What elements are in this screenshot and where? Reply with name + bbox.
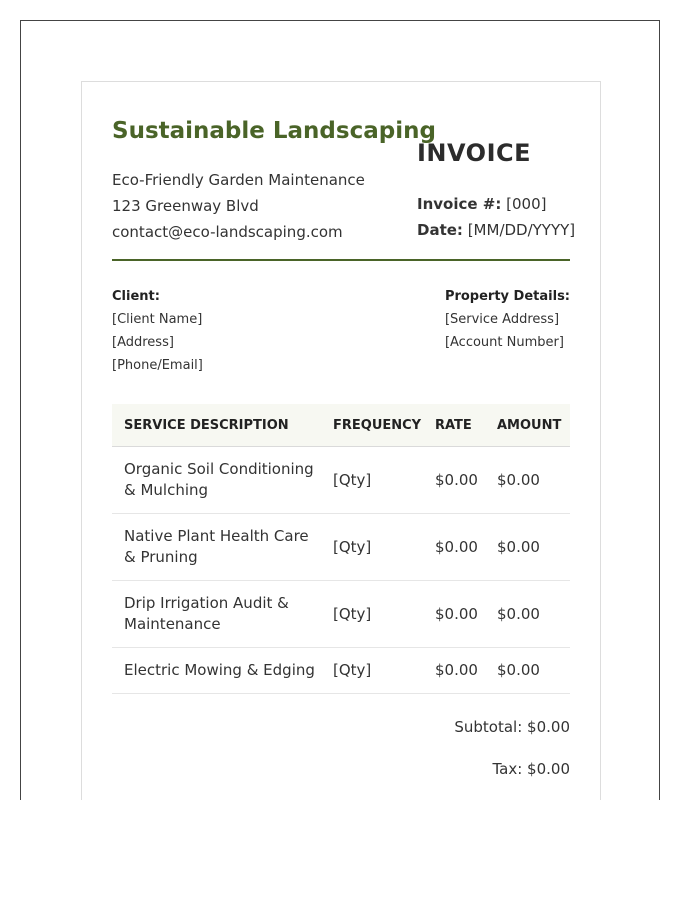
invoice-title: INVOICE — [417, 139, 532, 167]
service-frequency: [Qty] — [321, 648, 423, 694]
invoice-card — [81, 81, 601, 800]
service-rate: $0.00 — [423, 447, 485, 514]
client-block — [112, 285, 203, 377]
property-account-number: [Account Number] — [444, 335, 564, 350]
service-frequency: [Qty] — [321, 447, 423, 514]
invoice-number-label: Invoice #: — [417, 195, 502, 213]
subtotal: Subtotal: $0.00 — [454, 718, 570, 736]
service-rate: $0.00 — [423, 648, 485, 694]
invoice-date-value: [MM/DD/YYYY] — [467, 221, 576, 239]
service-frequency: [Qty] — [321, 514, 423, 581]
service-description: Native Plant Health Care & Pruning — [112, 514, 321, 581]
table-row — [112, 648, 570, 694]
table-header-row — [112, 404, 570, 447]
client-contact: [Phone/Email] — [112, 358, 203, 373]
header-frequency: FREQUENCY — [321, 404, 423, 447]
service-rate: $0.00 — [423, 514, 485, 581]
service-amount: $0.00 — [485, 581, 570, 648]
client-heading: Client: — [112, 289, 160, 304]
invoice-date-label: Date: — [417, 221, 463, 239]
invoice-number-value: [000] — [506, 195, 547, 213]
invoice-date — [417, 221, 575, 239]
service-description: Organic Soil Conditioning & Mulching — [112, 447, 321, 514]
client-name: [Client Name] — [112, 312, 203, 327]
table-row — [112, 581, 570, 648]
service-description: Electric Mowing & Edging — [112, 648, 321, 694]
header-rate: RATE — [423, 404, 485, 447]
header-divider — [112, 259, 570, 261]
service-frequency: [Qty] — [321, 581, 423, 648]
service-amount: $0.00 — [485, 648, 570, 694]
property-block — [445, 285, 570, 354]
header-amount: AMOUNT — [485, 404, 570, 447]
tax: Tax: $0.00 — [492, 760, 570, 778]
service-amount: $0.00 — [485, 514, 570, 581]
property-service-address: [Service Address] — [444, 312, 560, 327]
services-table — [112, 404, 570, 694]
header-service-description: SERVICE DESCRIPTION — [112, 404, 321, 447]
service-description: Drip Irrigation Audit & Maintenance — [112, 581, 321, 648]
client-address: [Address] — [112, 335, 174, 350]
company-address: 123 Greenway Blvd — [112, 197, 259, 215]
table-row — [112, 447, 570, 514]
company-email: contact@eco-landscaping.com — [112, 223, 343, 241]
invoice-number — [417, 195, 546, 213]
document-frame — [20, 20, 660, 800]
company-tagline: Eco-Friendly Garden Maintenance — [112, 171, 365, 189]
table-row — [112, 514, 570, 581]
service-amount: $0.00 — [485, 447, 570, 514]
company-name: Sustainable Landscaping — [112, 118, 436, 144]
service-rate: $0.00 — [423, 581, 485, 648]
property-heading: Property Details: — [444, 289, 570, 304]
